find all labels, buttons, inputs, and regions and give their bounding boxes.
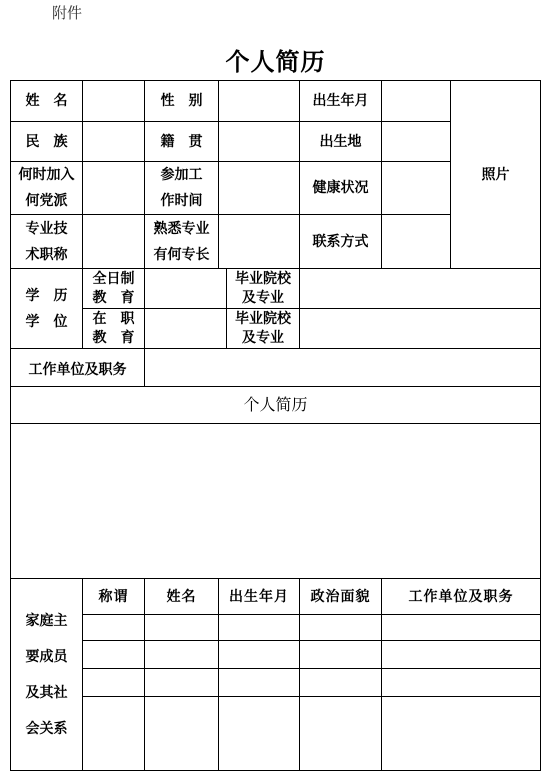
label-birth-date: 出生年月 (312, 93, 369, 109)
label-skills-line1: 熟悉专业 (153, 220, 210, 237)
label-degree: 学 位 (25, 313, 68, 330)
label-work-start-line1: 参加工 (160, 167, 203, 183)
label-contact: 联系方式 (312, 233, 369, 250)
label-fulltime-school (227, 269, 299, 308)
label-name: 姓 名 (25, 93, 68, 109)
label-work-unit: 工作单位及职务 (28, 362, 127, 378)
label-origin: 籍 贯 (160, 133, 203, 150)
family-header-political: 政治面貌 (310, 588, 371, 605)
family-header-work-unit: 工作单位及职务 (408, 588, 514, 605)
label-inservice-line1: 在 职 (92, 310, 135, 327)
label-fulltime-line1: 全日制 (92, 270, 135, 287)
label-birthplace: 出生地 (319, 133, 362, 150)
photo-placeholder: 照片 (481, 166, 510, 183)
label-family-line3: 及其社 (25, 685, 68, 701)
label-party-line1: 何时加入 (18, 167, 75, 183)
label-fulltime-line2: 教 育 (92, 289, 135, 306)
label-school2-line2: 及专业 (242, 329, 284, 346)
label-inservice-education (83, 309, 144, 348)
label-tech-line2: 术职称 (25, 246, 68, 263)
label-skills-line2: 有何专长 (153, 246, 210, 263)
family-header-birth: 出生年月 (229, 588, 289, 605)
family-header-name: 姓名 (166, 588, 197, 605)
label-family-line4: 会关系 (25, 721, 68, 737)
label-inservice-line2: 教 育 (92, 329, 135, 346)
label-ethnicity: 民 族 (25, 133, 68, 150)
label-family-relations (11, 600, 82, 750)
attachment-label: 附件 (52, 4, 83, 22)
label-tech-line1: 专业技 (25, 220, 68, 237)
resume-section-header: 个人简历 (243, 395, 308, 414)
label-health: 健康状况 (312, 180, 369, 196)
label-party-join (11, 162, 82, 214)
label-education: 学 历 (25, 287, 68, 304)
page-title: 个人简历 (225, 47, 326, 76)
label-work-start (145, 162, 218, 214)
label-school2-line1: 毕业院校 (235, 310, 291, 327)
label-tech-title (11, 215, 82, 268)
family-header-relation: 称谓 (98, 588, 129, 605)
label-gender: 性 别 (160, 93, 203, 109)
label-school-line1: 毕业院校 (235, 270, 291, 287)
label-family-line2: 要成员 (25, 649, 68, 665)
label-party-line2: 何党派 (25, 193, 68, 209)
label-fulltime-education (83, 269, 144, 308)
label-education-degree (11, 269, 82, 348)
label-work-start-line2: 作时间 (160, 193, 203, 209)
label-school-line2: 及专业 (242, 289, 284, 306)
label-family-line1: 家庭主 (25, 613, 68, 629)
label-inservice-school (227, 309, 299, 348)
label-skills (145, 215, 218, 268)
